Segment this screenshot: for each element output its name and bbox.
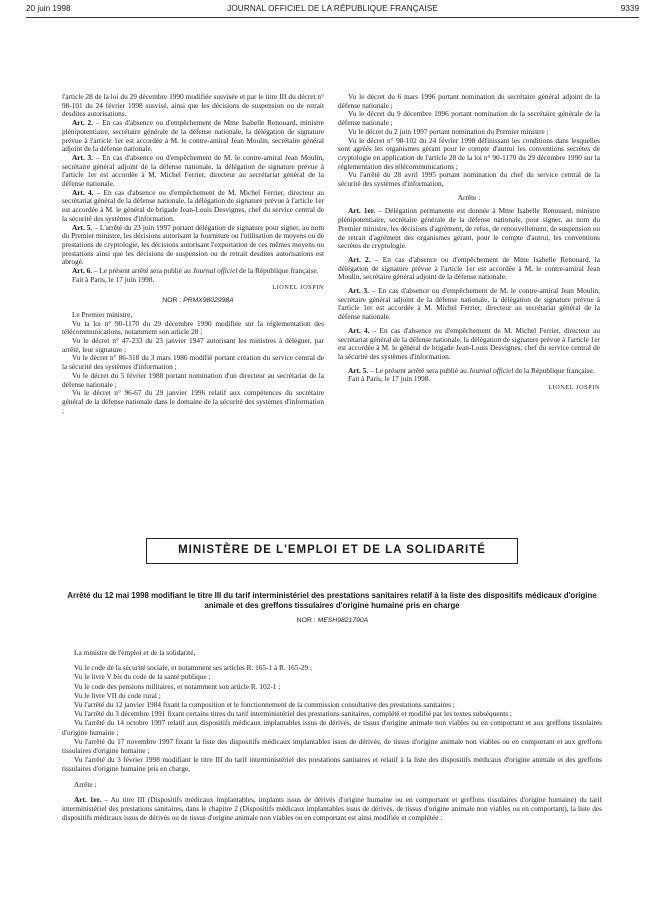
body-vu: Vu le code de la sécurité sociale, et notamment ses articles R. 165-1 à R. 165-29 ; — [74, 663, 313, 673]
right-vu: Vu le décret du 9 décembre 1996 portant nomination de la secrétaire générale de la défense nationale ; — [338, 109, 600, 128]
left-fait: Fait à Paris, le 17 juin 1998. — [72, 274, 155, 284]
arrete-body — [62, 648, 602, 822]
left-intro: l'article 28 de la loi du 29 décembre 1990 modifiée susvisée et par le titre III du décret n° 98-101 du 24 février 1998 susvisé, ainsi que les décisions de suspension ou de retrait desdites autorisations. — [62, 92, 324, 119]
right-article-3: Art. 3. – En cas d'absence ou d'empêchement de M. le contre-amiral Jean Moulin, secrétaire général adjoint de la défense nationale, la délégation de signature prévue à l'article 1er est accordée à M. Michel Ferrier, directeur au secrétariat général de la défense nationale. — [338, 286, 600, 322]
body-minister: La ministre de l'emploi et de la solidarité, — [74, 648, 196, 657]
right-vu: Vu le décret du 2 juin 1997 portant nomination du Premier ministre ; — [348, 126, 549, 136]
left-vu: Vu le décret n° 86-318 du 3 mars 1986 modifié portant création du service central de la sécurité des systèmes d'information ; — [62, 353, 324, 372]
article-label: Art. 6. — [72, 266, 93, 276]
left-article-2: Art. 2. – En cas d'absence ou d'empêchement de Mme Isabelle Renouard, ministre plénipotentiaire, secrétaire générale de la défense nationale, la délégation de signature prévue à l'article 1er est accordée à M. le contre-amiral Jean Moulin, secrétaire général adjoint de la défense nationale. — [62, 118, 324, 154]
body-vu: Vu le livre V bis du code de la santé publique ; — [74, 672, 211, 682]
right-vu: Vu le décret du 6 mars 1996 portant nomination du secrétaire général adjoint de la défense nationale ; — [338, 92, 600, 110]
body-vu: Vu le livre VII du code rural ; — [74, 690, 161, 700]
article-label: Art. 2. — [72, 118, 93, 128]
header-rule — [26, 17, 639, 18]
body-vu: Vu l'arrêté du 3 février 1998 modifiant le titre III du tarif interministériel des prestations sanitaires et relatif à la liste des dispositifs médicaux d'origine animale et des greffons tissulaires d'origine humaine pris en charge, — [62, 755, 602, 774]
header-title: JOURNAL OFFICIEL DE LA RÉPUBLIQUE FRANÇAISE — [227, 4, 438, 13]
body-article-1: Art. 1er. – Au titre III (Dispositifs médicaux implantables, implants issus de dérivés d'origine humaine ou en comportant et greffons tissulaires d'origine humaine) du tarif interministériel des prestations sanitaires, dans le chapitre 2 (Dispositifs médicaux implantables issus de dérivés, de tissus d'origine animale non viables ou en comportant), la liste des dispositifs médicaux issus de dérivés ou de tissus d'origine animale non viables ou en comportant est ainsi modifiée et complétée : — [62, 794, 602, 823]
body-arrete: Arrête : — [74, 779, 97, 789]
left-vu: Vu le décret n° 96-67 du 29 janvier 1996 relatif aux compétences du secrétaire général de la défense nationale dans le domaine de la sécurité des systèmes d'information ; — [62, 388, 324, 415]
right-fait: Fait à Paris, le 17 juin 1998. — [348, 374, 431, 384]
left-column — [62, 93, 324, 415]
left-vu: Vu la loi n° 90-1170 du 29 décembre 1990 modifiée sur la réglementation des télécommunications, notamment son article 28 ; — [62, 318, 324, 337]
header-date: 20 juin 1998 — [26, 4, 71, 13]
article-label: Art. 5. — [348, 365, 369, 375]
header-page-number: 9339 — [620, 4, 639, 13]
page-header — [26, 4, 639, 18]
article-label: Art. 4. — [348, 325, 370, 335]
body-vu: Vu le code des pensions militaires, et notamment son article R. 102-1 ; — [74, 681, 281, 691]
body-vu: Vu l'arrêté du 14 octobre 1997 relatif aux dispositifs médicaux implantables issus de dérivés, de tissus d'origine animale non viables ou en comportant et aux greffons tissulaires d'origine humaine ; — [62, 718, 602, 737]
article-label: Art. 1er. — [348, 206, 376, 216]
article-label: Art. 5. — [72, 222, 93, 232]
ministry-heading: MINISTÈRE DE L'EMPLOI ET DE LA SOLIDARITÉ — [146, 538, 518, 564]
right-arrete: Arrête : — [457, 192, 481, 202]
article-label: Art. 2. — [348, 254, 371, 264]
left-article-3: Art. 3. – En cas d'absence ou d'empêchement de M. le contre-amiral Jean Moulin, secrétaire général adjoint de la défense nationale, la délégation de signature prévue à l'article 1er est accordée à M. Michel Ferrier, directeur au secrétariat général de la défense nationale. — [62, 152, 324, 189]
body-vu: Vu l'arrêté du 17 novembre 1997 fixant la liste des dispositifs médicaux implantables issus de dérivés, de tissus d'origine animale non viables ou en comportant et aux greffons tissulaires d'origine humaine ; — [62, 736, 602, 756]
left-vu: Vu le décret n° 47-233 du 23 janvier 1947 autorisant les ministres à déléguer, par arrêté, leur signature ; — [62, 335, 324, 354]
right-article-5: Art. 5. – Le présent arrêté sera publié au Journal officiel de la République française. — [348, 365, 595, 375]
right-article-4: Art. 4. – En cas d'absence ou d'empêchement de M. Michel Ferrier, directeur au secrétariat général de la défense nationale, la délégation de signature prévue à l'article 1er est accordée à M. le général de brigade Jean-Louis Desvignes, chef du service central de la sécurité des systèmes d'information. — [338, 325, 600, 361]
left-article-5: Art. 5. – L'arrêté du 23 juin 1997 portant délégation de signature pour signer, au nom du Premier ministre, les décisions autorisant la fourniture ou l'utilisation de moyens ou de prestations de cryptologie, les décisions autorisant l'exportation de ces mêmes moyens ou prestations ainsi que les décisions de suspension ou de retrait desdites autorisations est abrogé. — [62, 222, 324, 267]
right-article-1: Art. 1er. – Délégation permanente est donnée à Mme Isabelle Renouard, ministre plénipotentiaire, secrétaire générale de la défense nationale, pour signer, au nom du Premier ministre, les décisions d'agrément, de refus, de renouvellement, de suspension ou de retrait d'agrément des organismes gérant, pour le compte d'autrui, les conventions secrètes de cryptologie. — [338, 206, 600, 251]
article-label: Art. 4. — [72, 187, 94, 197]
left-signature: LIONEL JOSPIN — [272, 284, 324, 292]
body-vu: Vu l'arrêté du 3 décembre 1991 fixant certains titres du tarif interministériel des prestations sanitaires, complété et modifié par les textes subséquents ; — [74, 709, 512, 719]
article-label: Art. 3. — [348, 286, 369, 296]
arrete-title: Arrêté du 12 mai 1998 modifiant le titre III du tarif interministériel des prestations sanitaires relatif à la liste des dispositifs médicaux d'origine animale et des greffons tissulaires d'origine humaine pris en charge — [67, 591, 597, 610]
article-label: Art. 1er. — [74, 794, 102, 804]
right-signature: LIONEL JOSPIN — [548, 384, 600, 392]
left-premier-ministre: Le Premier ministre, — [72, 309, 133, 319]
article-label: Art. 3. — [72, 152, 93, 162]
left-article-6: Art. 6. – Le présent arrêté sera publié au Journal officiel de la République française. — [72, 266, 319, 276]
right-vu: Vu le décret n° 98-102 du 24 février 1998 définissant les conditions dans lesquelles sont agréés les organismes gérant pour le compte d'autrui les conventions secrètes de cryptologie en application de l'article 28 de la loi n° 90-1170 du 29 décembre 1990 sur la réglementation des télécommunications ; — [338, 135, 600, 171]
left-vu: Vu le décret du 5 février 1988 portant nomination d'un directeur au secrétariat de la défense nationale ; — [62, 370, 324, 389]
right-column — [338, 93, 600, 393]
left-article-4: Art. 4. – En cas d'absence ou d'empêchement de M. Michel Ferrier, directeur au secrétariat général de la défense nationale, la délégation de signature prévue à l'article 1er est accordée à M. le général de brigade Jean-Louis Desvignes, chef du service central de la sécurité des systèmes d'information. — [62, 187, 324, 223]
right-vu: Vu l'arrêté du 28 avril 1995 portant nomination du chef du service central de la sécurité des systèmes d'information, — [338, 170, 600, 189]
nor-reference: NOR : PRMX9802998A — [162, 297, 234, 305]
nor-reference-2: NOR : MESH9821790A — [296, 617, 369, 624]
body-vu: Vu l'arrêté du 12 janvier 1984 fixant la composition et le fonctionnement de la commission consultative des prestations sanitaires ; — [74, 700, 455, 710]
right-article-2: Art. 2. – En cas d'absence ou d'empêchement de Mme Isabelle Renouard, la délégation de signature prévue à l'article 1er est accordée à M. le contre-amiral Jean Moulin, secrétaire général adjoint de la défense nationale. — [338, 254, 600, 282]
